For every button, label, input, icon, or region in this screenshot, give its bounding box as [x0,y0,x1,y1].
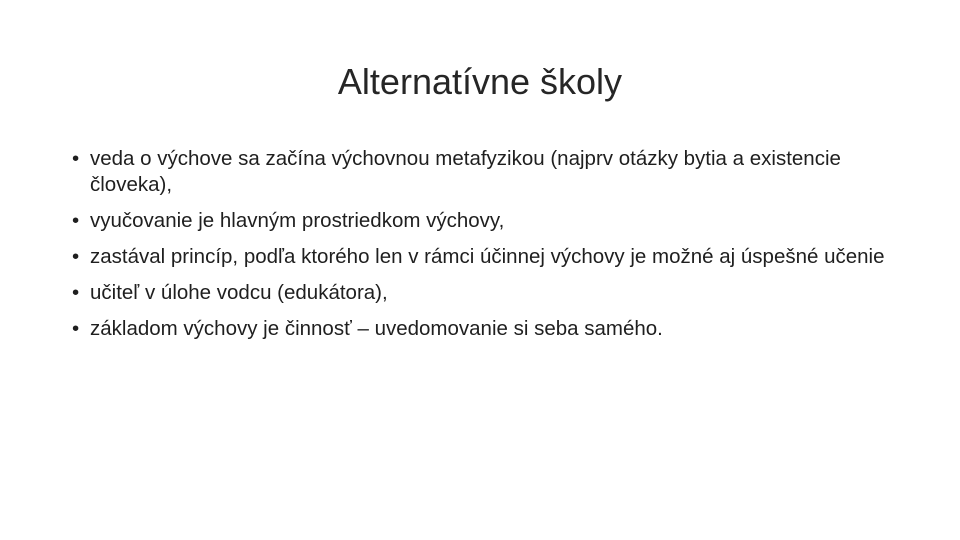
bullet-item [72,146,902,198]
bullet-item [72,280,902,306]
bullet-icon: • [72,147,80,170]
bullet-icon: • [72,281,80,304]
bullet-item [72,208,902,234]
bullet-icon: • [72,317,80,340]
bullet-list [72,146,902,352]
bullet-text: zastával princíp, podľa ktorého len v rámci účinnej výchovy je možné aj úspešné učenie [90,245,885,268]
bullet-text: veda o výchove sa začína výchovnou metafyzikou (najprv otázky bytia a existencie človeka), [90,147,841,196]
bullet-icon: • [72,209,80,232]
slide-title: Alternatívne školy [337,61,623,102]
bullet-icon: • [72,245,80,268]
bullet-item [72,316,902,342]
bullet-item [72,244,902,270]
bullet-text: základom výchovy je činnosť – uvedomovanie si seba samého. [90,317,663,340]
bullet-text: učiteľ v úlohe vodcu (edukátora), [90,281,388,304]
bullet-text: vyučovanie je hlavným prostriedkom výchovy, [90,209,505,232]
